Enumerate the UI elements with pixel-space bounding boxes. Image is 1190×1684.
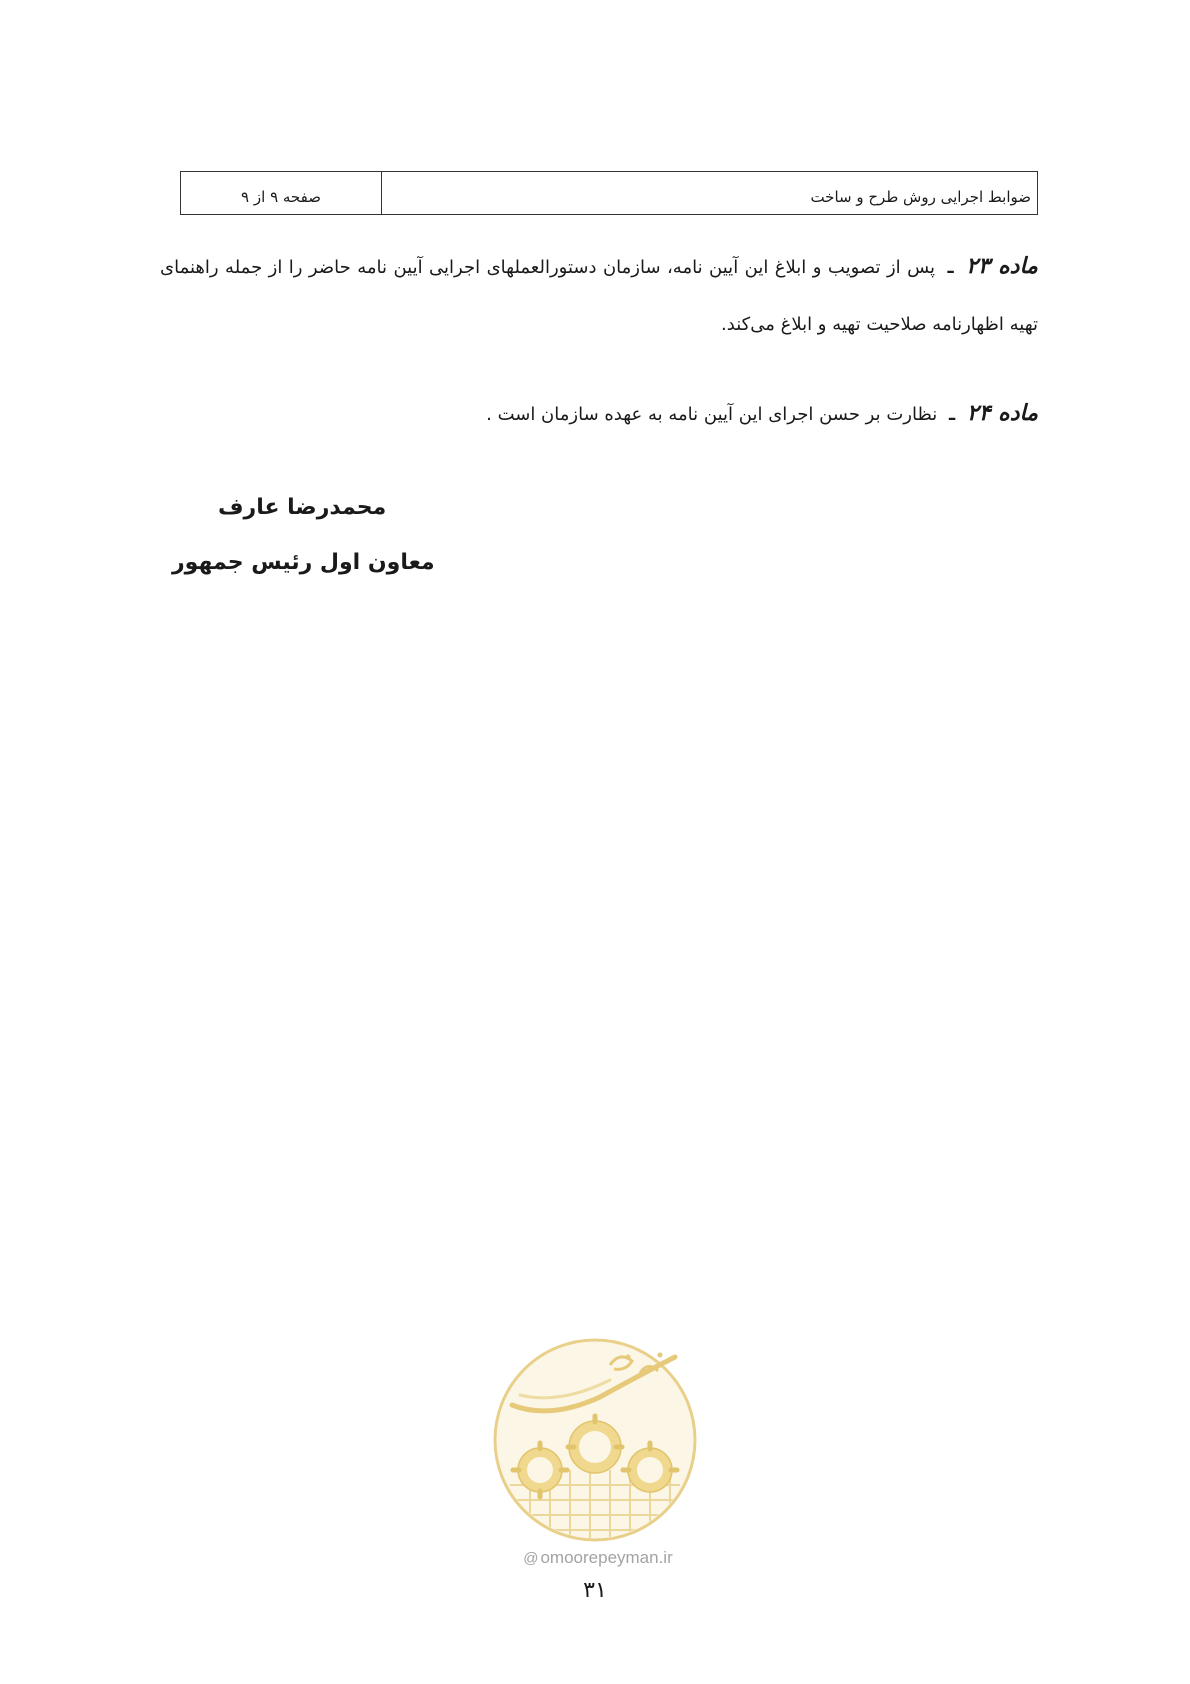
article-dash: ـ [947, 257, 954, 278]
signature-name: محمدرضا عارف [218, 495, 387, 520]
signature-title: معاون اول رئیس جمهور [172, 550, 435, 575]
header-table [180, 171, 1038, 215]
article-heading: ماده ۲۴ [966, 400, 1038, 426]
article-body: نظارت بر حسن اجرای این آیین نامه به عهده سازمان است . [486, 404, 938, 425]
at-sign-icon: @ [523, 1550, 539, 1567]
watermark-url-text: omoorepeyman.ir [540, 1548, 673, 1567]
article-heading: ماده ۲۳ [966, 253, 1038, 279]
page-number: ۳۱ [583, 1578, 607, 1603]
article-23 [160, 238, 1038, 353]
article-dash: ـ [948, 404, 956, 425]
article-body: پس از تصویب و ابلاغ این آیین نامه، سازمان دستورالعملهای اجرایی آیین نامه حاضر را از جمله راهنمای تهیه اظهارنامه صلاحیت تهیه و ابلاغ می‌کند. [160, 257, 1038, 335]
watermark-url [498, 1548, 698, 1568]
article-24 [160, 385, 1038, 443]
header-title: ضوابط اجرایی روش طرح و ساخت [381, 172, 1037, 214]
header-page-label: صفحه ۹ از ۹ [241, 188, 321, 206]
watermark-logo-icon [490, 1335, 700, 1545]
